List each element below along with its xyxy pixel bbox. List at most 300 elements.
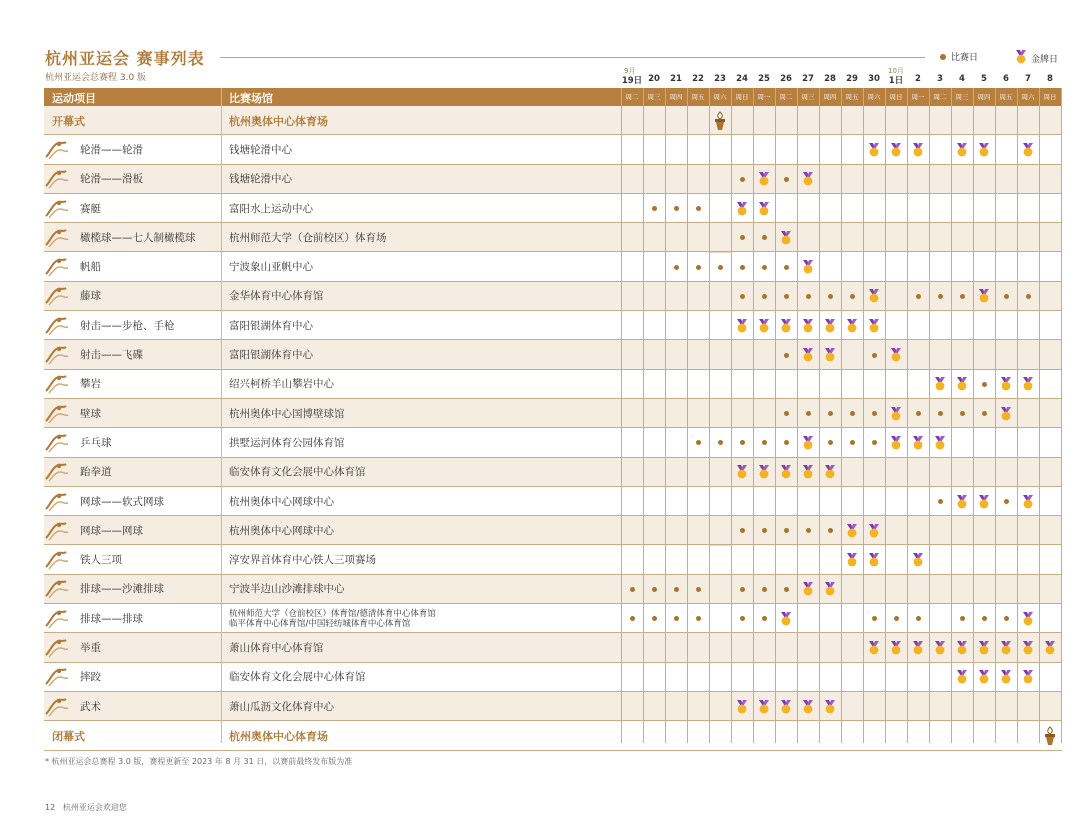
- venue-line-2: 临平体育中心体育馆/中国轻纺城体育中心体育馆: [229, 618, 411, 629]
- competition-dot-icon: [762, 587, 767, 592]
- date-label: 8: [1047, 74, 1053, 84]
- competition-day-dot: [687, 253, 709, 282]
- competition-day-dot: [951, 399, 973, 428]
- competition-day-dot: [929, 487, 951, 516]
- competition-day-dot: [951, 282, 973, 311]
- competition-dot-icon: [696, 440, 701, 445]
- weekday-label: 周三: [801, 93, 815, 101]
- title-divider: [220, 57, 925, 58]
- venue-name: 富阳银湖体育中心: [229, 349, 313, 362]
- gold-medal-day: [863, 516, 885, 545]
- gold-medal-day: [863, 282, 885, 311]
- competition-dot-icon: [784, 528, 789, 533]
- competition-day-dot: [643, 604, 665, 633]
- competition-dot-icon: [740, 294, 745, 299]
- gold-medal-day: [819, 340, 841, 369]
- sport-name: 排球——排球: [80, 612, 143, 625]
- competition-day-dot: [621, 604, 643, 633]
- table-row: [44, 692, 1062, 721]
- date-column-divider: [929, 88, 930, 743]
- gold-medal-day: [863, 135, 885, 164]
- competition-dot-icon: [850, 411, 855, 416]
- gold-medal-day: [797, 340, 819, 369]
- date-label: 22: [692, 74, 704, 84]
- sport-pictogram-icon: [44, 549, 72, 571]
- date-column-divider: [841, 88, 842, 743]
- gold-medal-day: [797, 311, 819, 340]
- gold-medal-day: [753, 692, 775, 721]
- competition-dot-icon: [784, 587, 789, 592]
- venue-name: 临安体育文化会展中心体育馆: [229, 466, 366, 479]
- competition-dot-icon: [850, 440, 855, 445]
- sport-pictogram-icon: [44, 637, 72, 659]
- month-label-september: 9月: [624, 67, 636, 75]
- competition-day-dot: [665, 253, 687, 282]
- table-row: [44, 516, 1062, 545]
- torch-icon: [709, 106, 731, 135]
- date-label: 20: [648, 74, 660, 84]
- gold-medal-day: [951, 487, 973, 516]
- competition-day-dot: [819, 516, 841, 545]
- sport-name: 闭幕式: [52, 729, 85, 743]
- sport-pictogram-icon: [44, 403, 72, 425]
- date-label: 21: [670, 74, 682, 84]
- date-column-divider: [907, 88, 908, 743]
- competition-day-dot: [819, 428, 841, 457]
- sport-name: 轮滑——轮滑: [80, 143, 143, 156]
- competition-dot-icon: [784, 440, 789, 445]
- competition-day-dot: [951, 604, 973, 633]
- competition-day-dot: [753, 604, 775, 633]
- competition-dot-icon: [674, 265, 679, 270]
- competition-day-dot: [995, 604, 1017, 633]
- sport-name: 轮滑——滑板: [80, 173, 143, 186]
- competition-dot-icon: [1004, 499, 1009, 504]
- month-label-october: 10月: [888, 67, 904, 75]
- gold-medal-day: [775, 311, 797, 340]
- gold-medal-day: [885, 633, 907, 662]
- competition-dot-icon: [894, 616, 899, 621]
- weekday-label: 周日: [735, 93, 749, 101]
- venue-name: 萧山体育中心体育馆: [229, 642, 324, 655]
- sport-pictogram-icon: [44, 315, 72, 337]
- venue-name: 钱塘轮滑中心: [229, 143, 292, 156]
- table-row: [44, 663, 1062, 692]
- competition-dot-icon: [1026, 294, 1031, 299]
- competition-dot-icon: [982, 616, 987, 621]
- date-column-divider: [731, 88, 732, 743]
- venue-name: 杭州奥体中心网球中心: [229, 524, 334, 537]
- legend-competition-day: [940, 50, 978, 63]
- competition-day-dot: [643, 575, 665, 604]
- competition-dot-icon: [740, 440, 745, 445]
- competition-dot-icon: [916, 294, 921, 299]
- competition-day-dot: [819, 282, 841, 311]
- competition-day-dot: [907, 399, 929, 428]
- venue-name: 杭州奥体中心体育场: [229, 729, 328, 743]
- date-label: 5: [981, 74, 987, 84]
- sport-name: 武术: [80, 700, 101, 713]
- ceremony-row: [44, 721, 1062, 750]
- date-label: 23: [714, 74, 726, 84]
- competition-day-dot: [907, 604, 929, 633]
- competition-dot-icon: [718, 265, 723, 270]
- competition-dot-icon: [828, 294, 833, 299]
- competition-day-dot: [797, 282, 819, 311]
- competition-day-dot: [753, 428, 775, 457]
- competition-dot-icon: [960, 616, 965, 621]
- gold-medal-day: [775, 604, 797, 633]
- gold-medal-day: [1017, 633, 1039, 662]
- gold-medal-day: [907, 135, 929, 164]
- gold-medal-day: [797, 428, 819, 457]
- sport-pictogram-icon: [44, 608, 72, 630]
- competition-day-dot: [775, 516, 797, 545]
- gold-medal-day: [775, 223, 797, 252]
- competition-day-dot: [995, 282, 1017, 311]
- competition-dot-icon: [762, 616, 767, 621]
- gold-medal-day: [797, 253, 819, 282]
- sport-pictogram-icon: [44, 168, 72, 190]
- competition-dot-icon: [696, 616, 701, 621]
- column-header-sport: 运动项目: [52, 92, 96, 105]
- gold-medal-day: [797, 165, 819, 194]
- competition-day-dot: [863, 428, 885, 457]
- sport-name: 网球——网球: [80, 524, 143, 537]
- gold-medal-day: [973, 663, 995, 692]
- page-footer-title: 杭州亚运会欢迎您: [62, 803, 127, 812]
- gold-medal-day: [995, 663, 1017, 692]
- legend-competition-label: 比赛日: [951, 53, 979, 63]
- competition-day-dot: [929, 399, 951, 428]
- ceremony-row: [44, 106, 1062, 135]
- competition-day-dot: [863, 340, 885, 369]
- gold-medal-day: [753, 458, 775, 487]
- table-row: [44, 165, 1062, 194]
- venue-name: 宁波半边山沙滩排球中心: [229, 583, 345, 596]
- date-label: 4: [959, 74, 965, 84]
- competition-dot-icon: [674, 587, 679, 592]
- sport-pictogram-icon: [44, 432, 72, 454]
- weekday-label: 周日: [889, 93, 903, 101]
- competition-dot-icon: [696, 265, 701, 270]
- competition-day-dot: [841, 428, 863, 457]
- date-label: 6: [1003, 74, 1009, 84]
- sport-name: 开幕式: [52, 114, 85, 128]
- venue-name: 淳安界首体育中心铁人三项赛场: [229, 554, 376, 567]
- gold-medal-day: [885, 399, 907, 428]
- gold-medal-day: [731, 194, 753, 223]
- date-column-divider: [621, 88, 622, 743]
- competition-dot-icon: [982, 411, 987, 416]
- sport-name: 举重: [80, 642, 101, 655]
- venue-name: 钱塘轮滑中心: [229, 173, 292, 186]
- competition-day-dot: [665, 194, 687, 223]
- weekday-label: 周四: [669, 93, 683, 101]
- competition-day-dot: [753, 253, 775, 282]
- page-footer: [45, 802, 127, 813]
- competition-dot-icon: [718, 440, 723, 445]
- gold-medal-day: [1017, 487, 1039, 516]
- sport-pictogram-icon: [44, 520, 72, 542]
- venue-name: 临安体育文化会展中心体育馆: [229, 671, 366, 684]
- gold-medal-day: [819, 311, 841, 340]
- competition-dot-icon: [762, 235, 767, 240]
- gold-medal-day: [1039, 633, 1061, 662]
- venue-name: 宁波象山亚帆中心: [229, 261, 313, 274]
- sport-pictogram-icon: [44, 344, 72, 366]
- gold-medal-day: [973, 282, 995, 311]
- date-column-divider: [709, 88, 710, 743]
- gold-medal-day: [929, 633, 951, 662]
- gold-medal-day: [907, 546, 929, 575]
- gold-medal-day: [819, 575, 841, 604]
- sport-name: 铁人三项: [80, 554, 122, 567]
- venue-name: 杭州奥体中心体育场: [229, 114, 328, 128]
- legend-gold-day: [1015, 50, 1058, 67]
- competition-dot-icon: [828, 528, 833, 533]
- competition-day-dot: [775, 340, 797, 369]
- table-row: [44, 487, 1062, 516]
- competition-dot-icon: [784, 294, 789, 299]
- sport-name: 排球——沙滩排球: [80, 583, 164, 596]
- gold-medal-day: [863, 633, 885, 662]
- gold-medal-day: [731, 311, 753, 340]
- sport-pictogram-icon: [44, 578, 72, 600]
- competition-dot-icon: [696, 206, 701, 211]
- competition-day-dot: [863, 399, 885, 428]
- competition-day-dot: [731, 428, 753, 457]
- gold-medal-day: [753, 165, 775, 194]
- date-label: 25: [758, 74, 770, 84]
- competition-day-dot: [753, 516, 775, 545]
- competition-dot-icon: [1004, 294, 1009, 299]
- sport-pictogram-icon: [44, 373, 72, 395]
- gold-medal-day: [797, 575, 819, 604]
- date-column-divider: [1017, 88, 1018, 743]
- date-label: 2: [915, 74, 921, 84]
- sport-name: 乒乓球: [80, 436, 112, 449]
- venue-name: [229, 609, 436, 629]
- date-label: 27: [802, 74, 814, 84]
- weekday-label: 周二: [625, 93, 639, 101]
- weekday-label: 周二: [933, 93, 947, 101]
- gold-medal-day: [951, 370, 973, 399]
- sport-pictogram-icon: [44, 491, 72, 513]
- competition-dot-icon: [872, 616, 877, 621]
- competition-dot-icon: [740, 528, 745, 533]
- gold-medal-day: [819, 458, 841, 487]
- date-label: 26: [780, 74, 792, 84]
- sport-pictogram-icon: [44, 198, 72, 220]
- competition-day-dot: [731, 516, 753, 545]
- competition-dot-icon: [872, 353, 877, 358]
- gold-medal-day: [951, 663, 973, 692]
- competition-day-dot: [775, 253, 797, 282]
- date-label: 1日: [888, 76, 904, 86]
- date-column-divider: [995, 88, 996, 743]
- date-column-divider: [797, 88, 798, 743]
- competition-day-dot: [709, 428, 731, 457]
- competition-dot-icon: [630, 587, 635, 592]
- competition-day-dot: [731, 575, 753, 604]
- weekday-label: 周一: [757, 93, 771, 101]
- gold-medal-day: [885, 340, 907, 369]
- competition-day-dot: [753, 223, 775, 252]
- venue-name: 杭州奥体中心网球中心: [229, 495, 334, 508]
- weekday-label: 周六: [713, 93, 727, 101]
- gold-medal-day: [797, 458, 819, 487]
- competition-dot-icon: [652, 616, 657, 621]
- gold-medal-icon: [1015, 50, 1027, 67]
- venue-name: 萧山瓜沥文化体育中心: [229, 700, 334, 713]
- competition-day-dot: [995, 487, 1017, 516]
- competition-day-dot: [841, 399, 863, 428]
- competition-day-dot: [731, 604, 753, 633]
- competition-day-dot: [973, 399, 995, 428]
- competition-day-dot: [687, 428, 709, 457]
- weekday-label: 周日: [1043, 93, 1057, 101]
- competition-dot-icon: [960, 294, 965, 299]
- competition-dot-icon: [740, 235, 745, 240]
- competition-dot-icon: [674, 206, 679, 211]
- competition-day-dot: [753, 282, 775, 311]
- gold-medal-day: [775, 458, 797, 487]
- competition-day-dot: [775, 428, 797, 457]
- competition-day-dot: [775, 399, 797, 428]
- competition-dot-icon: [784, 353, 789, 358]
- date-column-divider: [973, 88, 974, 743]
- competition-dot-icon: [938, 499, 943, 504]
- competition-day-dot: [863, 604, 885, 633]
- venue-name: 绍兴柯桥羊山攀岩中心: [229, 378, 334, 391]
- table-row: [44, 223, 1062, 252]
- gold-medal-day: [885, 135, 907, 164]
- weekday-label: 周六: [1021, 93, 1035, 101]
- competition-dot-icon: [828, 411, 833, 416]
- venue-name: 拱墅运河体育公园体育馆: [229, 436, 345, 449]
- competition-day-dot: [687, 604, 709, 633]
- date-label: 28: [824, 74, 836, 84]
- gold-medal-day: [907, 428, 929, 457]
- gold-medal-day: [775, 692, 797, 721]
- competition-dot-icon: [806, 294, 811, 299]
- competition-day-dot: [731, 282, 753, 311]
- sport-name: 壁球: [80, 407, 101, 420]
- venue-name: 杭州师范大学（仓前校区）体育场: [229, 231, 387, 244]
- competition-dot-icon: [762, 294, 767, 299]
- sport-pictogram-icon: [44, 256, 72, 278]
- gold-medal-day: [885, 428, 907, 457]
- table-row: [44, 340, 1062, 369]
- venue-line-1: 杭州师范大学（仓前校区）体育馆/德清体育中心体育馆: [229, 608, 436, 619]
- date-label: 24: [736, 74, 748, 84]
- sport-pictogram-icon: [44, 666, 72, 688]
- weekday-label: 周四: [977, 93, 991, 101]
- sport-name: 射击——飞碟: [80, 349, 143, 362]
- venue-name: 金华体育中心体育馆: [229, 290, 324, 303]
- competition-day-dot: [775, 282, 797, 311]
- legend-gold-label: 金牌日: [1031, 55, 1059, 65]
- sport-name: 跆拳道: [80, 466, 112, 479]
- gold-medal-day: [995, 399, 1017, 428]
- competition-day-dot: [775, 165, 797, 194]
- gold-medal-day: [995, 370, 1017, 399]
- competition-dot-icon: [806, 528, 811, 533]
- sport-name: 橄榄球——七人制橄榄球: [80, 231, 196, 244]
- sport-name: 攀岩: [80, 378, 101, 391]
- competition-day-dot: [731, 165, 753, 194]
- weekday-label: 周一: [911, 93, 925, 101]
- sport-name: 射击——步枪、手枪: [80, 319, 175, 332]
- competition-dot-icon: [762, 440, 767, 445]
- competition-dot-icon: [938, 411, 943, 416]
- competition-dot-icon: [828, 440, 833, 445]
- page-subtitle: 杭州亚运会总赛程 3.0 版: [45, 73, 147, 83]
- competition-day-dot: [819, 399, 841, 428]
- competition-day-dot: [973, 604, 995, 633]
- competition-dot-icon: [784, 177, 789, 182]
- sport-name: 网球——软式网球: [80, 495, 164, 508]
- competition-dot-icon: [674, 616, 679, 621]
- gold-medal-day: [951, 135, 973, 164]
- page-title: 杭州亚运会 赛事列表: [45, 49, 205, 68]
- date-column-divider: [687, 88, 688, 743]
- date-column-divider: [863, 88, 864, 743]
- competition-dot-icon: [916, 411, 921, 416]
- competition-day-dot: [797, 516, 819, 545]
- weekday-label: 周三: [647, 93, 661, 101]
- sport-name: 帆船: [80, 261, 101, 274]
- competition-dot-icon: [982, 382, 987, 387]
- competition-dot-icon: [740, 616, 745, 621]
- competition-day-dot: [621, 575, 643, 604]
- gold-medal-day: [1017, 370, 1039, 399]
- competition-day-dot: [687, 194, 709, 223]
- gold-medal-day: [863, 311, 885, 340]
- competition-day-dot: [731, 223, 753, 252]
- table-row: [44, 311, 1062, 340]
- weekday-label: 周三: [955, 93, 969, 101]
- date-label: 3: [937, 74, 943, 84]
- gold-medal-day: [1017, 663, 1039, 692]
- competition-dot-icon: [1004, 616, 1009, 621]
- competition-dot-icon: [784, 411, 789, 416]
- competition-dot-icon: [960, 411, 965, 416]
- weekday-label: 周四: [823, 93, 837, 101]
- date-label: 29: [846, 74, 858, 84]
- competition-day-dot: [643, 194, 665, 223]
- gold-medal-day: [929, 428, 951, 457]
- weekday-label: 周五: [999, 93, 1013, 101]
- competition-day-dot: [709, 253, 731, 282]
- competition-day-dot: [665, 575, 687, 604]
- competition-dot-icon: [630, 616, 635, 621]
- sport-name: 赛艇: [80, 202, 101, 215]
- gold-medal-day: [753, 194, 775, 223]
- date-column-divider: [885, 88, 886, 743]
- competition-day-dot: [797, 399, 819, 428]
- weekday-label: 周六: [867, 93, 881, 101]
- gold-medal-day: [863, 546, 885, 575]
- competition-dot-icon: [740, 587, 745, 592]
- date-column-divider: [951, 88, 952, 743]
- table-row: [44, 370, 1062, 399]
- competition-dot-icon: [652, 587, 657, 592]
- gold-medal-day: [929, 370, 951, 399]
- gold-medal-day: [819, 692, 841, 721]
- gold-medal-day: [995, 633, 1017, 662]
